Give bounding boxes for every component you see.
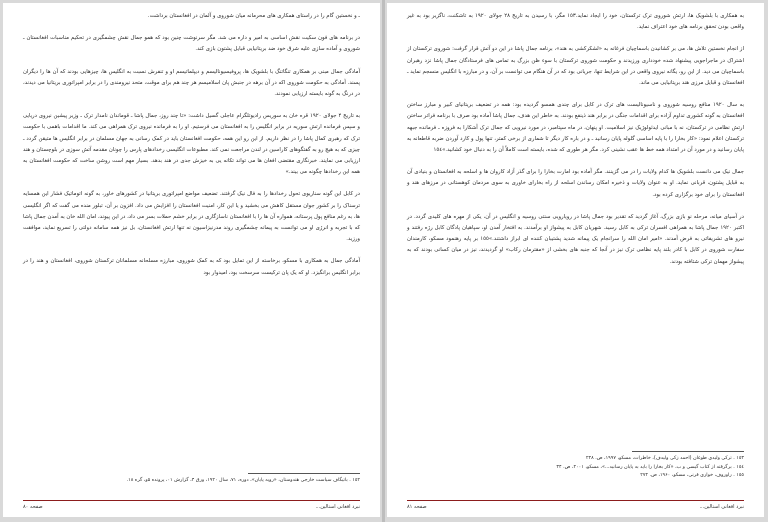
paragraph: ـ و نخستین گام را در راستای همکاری های محرمانه میان شوروی و آلمان در افغانستان برداشت. (147, 13, 360, 19)
footer-book-title: نبرد افغانی استالین... (315, 504, 360, 510)
paragraph: در آسیای میانه، مرحله نو بازی بزرگ، آغاز گردید که تقدیر بود جمال پاشا در رویارویی سنتی روسیه و انگلیس در آن، یکی از مهره های کلیدی گردد. در اکتبر ۱۹۲۰ جمال پاشا به همراهی افسران ترکی به کابل رسید. شهریان کابل به پیشواز او برآمدند. به افتخار آمدن او، سپاهیان پادگان کابل رژه رفتند و نیرو های تشریفاتی به فرض آمدند. «امیر امان الله را سرانجام یک پیمانه شدید پشتیبان کننده ای ابراز داشتند.»١٥٥ بر پایه رهنمود مسکو، کارمندان سفارت شوروی در کابل با کادر بلند پایه نظامی ترک نیز در آنجا که جنبه های بخشی از «مقترمان رکاب» او گردیدند، نیز در میان کسانی بودند که به پیشواز مهمان ترکی شتافته بودند. (407, 213, 744, 265)
footer-page-number: صفحه ۸۰ (23, 504, 43, 510)
footnotes (407, 451, 744, 481)
paragraph: در کابل این گونه سناریوی تحول رخدادها را به فال نیک گرفتند. تضعیف مواضع امپراتوری بریتانیا در کشورهای خاور، به گونه اتوماتیک فشار این همسایه ترسناک را بر کشور جوان مستقل کاهش می بخشید و یا این کار، امنیت افغانستان را افزایش می داد. افزون بر آن، تبلور منده می گفت که اگر انگلیسی ها، به رغم منافع پول پرستانه، همواره آن ها را با افغانستان ناسازگاری در برابر خشم حملات بسر می داد، در این پیوند، امان الله خان به آمدن جمال پاشا که با تجربه و انرژی او می توانست به پیمانه چشمگیری روند مدرنیزاسیون نه تنها ارتش افغانستان، بل نیز همه سامانه دولتی را تسریع نماید، موافقت ورزید. (23, 191, 360, 243)
footer-page-number: صفحه ۸۱ (407, 504, 427, 510)
footnote: ١٥٤ . برگرفته از کتاب گیسی و ب، «کار بخارا را باید به پایان رسانید...»، مسکو، ۲۰۰۱، ص. ۳۴ (556, 464, 744, 470)
page-footer (23, 500, 360, 510)
footnote-divider (248, 473, 360, 474)
footnote: ١٥٢ . باتیگاف سیاست خارجی هندوستان، «رویه پایان»، دوره، ۷۱، سال ۱۹۲۰، ورق ۴، گزارش ۰۱، پرونده ۵و، گره ۱۸. (126, 478, 360, 483)
left-page (3, 3, 380, 517)
paragraph: در برنامه های فون سکیت نقش اساسی به امیر و داره می شد. مگر سرنوشت چنین بود که همو جمال نقش چشمگیری در تحکیم مناسبات افغانستان ـ شوروی و آماده سازی علیه شرق خود ضد بریتانیایی قبایل پشتون بازی کند. (23, 35, 360, 53)
paragraph: جمال نیک می دانست بلشویک ها کدام ولایات را در می گزینند. مگر آماده بود امارت بخارا را برای گذر آزاد کاروان ها و اسلحه به افغانستان و بنیادی آن به قبایل پشتون، قربانی نماید. او به عنوان ولایات و ذخیره امکان رساندن اسلحه از راه بخارای خاوری به سوی مردمان کوهستانی در مرزهای هند و افغانستان را برای خود برگزاری کرده بود. (407, 169, 744, 198)
footnote-divider (632, 451, 744, 452)
footer-book-title: نبرد افغانی استالین... (699, 504, 744, 510)
paragraph: به همکاری با بلشویک ها، ارتش شوروی ترک ترکستان، خود را ایجاد نماید.١٥٣ مگر، با رسیدن به تاریخ ۲۸ جولای ۱۹۲۰ به تاشکنت، ناگزیر بود به غیر واقعی بودن تحقق برنامه های خود اعتراف نماید. (407, 13, 744, 31)
footnote: ١٥٥ . راوروف، خواری فرنی، مسکو، ۱۹۶۰، ص. ۲۷۴ (640, 473, 744, 479)
footnote: ١٥٣ . ترکی ولیدی طوغان (احمد زکی ولیدف)، خاطرات، مسکو، ۱۹۹۷، ص. ۲۴۸ (585, 456, 744, 461)
page-footer (407, 500, 744, 510)
right-page (387, 3, 764, 517)
paragraph: از انجام نخستین تلاش ها، می بر کشانیدن باسماچیان فرغانه به «لشکرکشی به هند»، برنامه جمال پاشا در این دو آتش قرار گرفت: شوروی ترکستان از اشتراک در ماجراجویی پیشنهاد شده خودداری ورزیدند و حکومت شوروی ترکستان با سوء ظن بزرگ به تماس های فرستادگان جمال پاشا نزد رهبران باسماچیان می دید. از این رو، یگانه نیروی واقعی در این شرایط تنها، جریانی بود که در آن هنگام می توانست بر آن، و در مبارزه با انگلیس منسجم نماید ـ افغانستان و قبایل مرزی هند بریتانیایی می ماند. (407, 46, 744, 87)
book-gutter (382, 0, 385, 522)
paragraph: آمادگی جمال مبنی بر همکاری تنگاتنگ با بلشویک ها، پروفیسیونالیسم و دیپلماتیسم او و تنفرش نسبت به انگلیس ها، چیزهایی بودند که آن ها را دیگران پسند. آمادگی به حکومت شوروی اکه در آن برهه در جنبش پان اسلامیسم هر چند هم برای موقت، متحد نیرومندی را در برابر امپراتوری بریتانیا می دیدند، در درنگ به گونه بایسته ارزیابی نمودند. (23, 68, 360, 98)
paragraph: به سال ۱۹۲۰ منافع روسیه شوروی و ناسیونالیست های ترک در کابل برای چندی همسو گردیده بود: همه در تضعیف بریتانیای کبیر و مبارز ساختن افغانستان به گونه کشوری تداوم آزاده برای اقدامات جنگی در برابر هند ذینفع بودند. به خاطر این هدف، جمال پاشا آماده بود صرف با برنامه فراتر ساختن ارتش نظامی در ترکستان، نه با مبانی ایدئولوژیک نیز اسلامیت. او پنهان، در ماه سپتامبر، در مورد نیرویی که جمال ترک آشکارا به فروزه ـ فرمانده جبهه ترکستان اعلام نمود: «کار بخارا را با پایه اساسی گلوله پایان رسانید ـ و در باره کار دیگر تا شماری از برخی کمتر، تنها پول و کارد آوردن ضربه قاطعانه به پایان رسانید و در مورد آن در امتداد همه خط ها عقب نشینی کرد. مگر هر طوری که شده، بایسته است کاملاً آن را به دنبال خود کشانید.»١٥٤ (407, 102, 744, 154)
paragraph: به تاریخ ۴ جولای ۱۹۲۰ قره خان به سوریس رادیوتلگرام عاجلی گسیل داشت: «تا چند روز، جمال پاشا ـ قوماندان نامدار ترک ـ وزیر پیشین نیروی دریایی و سپس فرمانده ارتش سوریه در برابر انگلیس را به افغانستان می فرستیم. او را به فرمانده نیروی ترک همراهی می کند. ما اقدامات باهمی با حکومت ترک که رهبری کمال پاشا را در نظر داریم. از این رو این همه، حکومت افغانستان باید در کمک رسانی به جهان مسلمان در برابر انگلیس ها متیقن گردد ـ چیزی که به هیچ رو به گفتگوهای کاراسین در لندن مراجعت نمی کند. مطبوعات انگلیسی رخدادهای پارس را چونان مقدمه آتش سوزی در بلوچستان و هند ارزیابی می نمایند. خبرنگاری مقتضی افغان ها می تواند تکانه یی به خیزش جدی در هند بدهد. بسیار مهم است روشن ساخت که حکومت افغانستان به همه این رخدادها چگونه می بیند.» (23, 113, 361, 176)
footnotes (23, 473, 360, 486)
paragraph: آمادگی جمال به همکاری با مسکو، برخاسته از این تمایل بود که به کمک شوروی، مبارزه مسلحانه مسلمانان ترکستان شوروی، افغانستان و هند را در برابر انگلیس برانگیزد. او که یک پان ترکیست سرسخت بود، امیدوار بود (23, 258, 360, 276)
